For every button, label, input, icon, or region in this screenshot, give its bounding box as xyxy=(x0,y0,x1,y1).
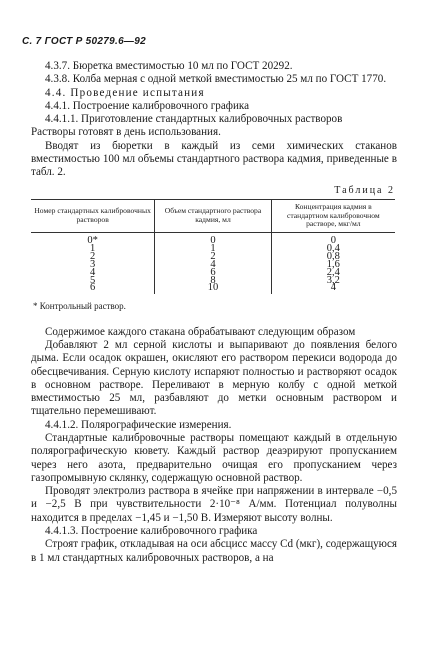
document-body xyxy=(31,60,397,565)
page-header: С. 7 ГОСТ Р 50279.6—92 xyxy=(22,36,146,47)
paragraph-contents: Содержимое каждого стакана обрабатывают следующим образом xyxy=(45,325,356,338)
table-cell: 2,4 xyxy=(271,269,395,277)
spacer xyxy=(31,314,397,326)
table-cell: 4 xyxy=(90,266,96,278)
table-cell: 1,6 xyxy=(271,261,395,269)
table-cell: 0 xyxy=(271,232,395,244)
table-cell: 2 xyxy=(155,253,271,261)
table-cell: 1 xyxy=(90,242,96,254)
paragraph-buret: Вводят из бюретки в каждый из семи химических стаканов вместимостью 100 мл объемы стандартного раствора кадмия, приведенные в табл. 2. xyxy=(31,139,397,179)
table-cell: 8 xyxy=(155,277,271,285)
table-cell: 5 xyxy=(90,274,96,286)
table-row xyxy=(31,284,395,294)
paragraph-cuvette: Стандартные калибровочные растворы помещают каждый в отдельную полярографическую кювету. Каждый раствор деаэрируют пропусканием через него азота, предварительно очищая его пропусканием через газопромывную склянку, содержащую основной раствор. xyxy=(31,431,397,484)
table-cell: 0 xyxy=(155,232,271,244)
table-cell: 0,4 xyxy=(271,245,395,253)
table-header: Концентрация кадмия в стандартном калибровочном растворе, мкг/мл xyxy=(271,199,395,232)
paragraph-sulfuric: Добавляют 2 мл серной кислоты и выпаривают до появления белого дыма. Если осадок окрашен, окисляют его раствором перекиси водорода до обесцвечивания. Серную кислоту испаряют полностью и растворяют осадок в основном растворе. Переливают в мерную колбу с одной меткой вместимостью 25 мл, разбавляют до метки основным раствором и тщательно перемешивают. xyxy=(31,338,397,418)
paragraph-4-4-1-3: 4.4.1.3. Построение калибровочного графика xyxy=(45,525,258,538)
table-caption: Таблица 2 xyxy=(334,184,395,196)
paragraph-4-3-8: 4.3.8. Колба мерная с одной меткой вместимостью 25 мл по ГОСТ 1770. xyxy=(45,73,387,86)
table-cell: 1 xyxy=(155,245,271,253)
table-cell: 4 xyxy=(155,261,271,269)
paragraph-graph: Строят график, откладывая на оси абсцисс массу Cd (мкг), содержащуюся в 1 мл стандартных калибровочных растворов, а на xyxy=(31,538,397,564)
table-cell: 3 xyxy=(90,258,96,270)
paragraph-4-4-1-1: 4.4.1.1. Приготовление стандартных калибровочных растворов xyxy=(45,113,343,126)
table-cell: 0* xyxy=(87,234,98,246)
table-header: Объем стандартного раствора кадмия, мл xyxy=(155,199,271,232)
table-cell: 0,8 xyxy=(271,253,395,261)
table-header: Номер стандартных калибровочных растворов xyxy=(31,199,155,232)
table-header-row xyxy=(31,199,395,232)
table-cell: 4 xyxy=(271,284,395,294)
table-footnote: * Контрольный раствор. xyxy=(33,301,126,312)
paragraph-electrolysis: Проводят электролиз раствора в ячейке при напряжении в интервале −0,5 и −2,5 В при чувствительности 2·10⁻⁸ А/мм. Потенциал полуволны находится в пределах −1,45 и −1,50 В. Измеряют высоту волны. xyxy=(31,485,397,524)
table-cell: 6 xyxy=(90,282,96,294)
paragraph-prepare: Растворы готовят в день использования. xyxy=(31,126,221,139)
table-cell: 3,2 xyxy=(271,277,395,285)
calibration-table xyxy=(31,199,395,294)
section-heading-4-4: 4.4. Проведение испытания xyxy=(45,86,205,99)
table-cell: 10 xyxy=(155,284,271,294)
paragraph-4-4-1: 4.4.1. Построение калибровочного графика xyxy=(45,99,250,112)
paragraph-4-3-7: 4.3.7. Бюретка вместимостью 10 мл по ГОСТ 20292. xyxy=(45,60,293,72)
table-cell: 2 xyxy=(90,250,96,262)
table-cell: 6 xyxy=(155,269,271,277)
paragraph-4-4-1-2: 4.4.1.2. Полярографические измерения. xyxy=(45,418,232,431)
